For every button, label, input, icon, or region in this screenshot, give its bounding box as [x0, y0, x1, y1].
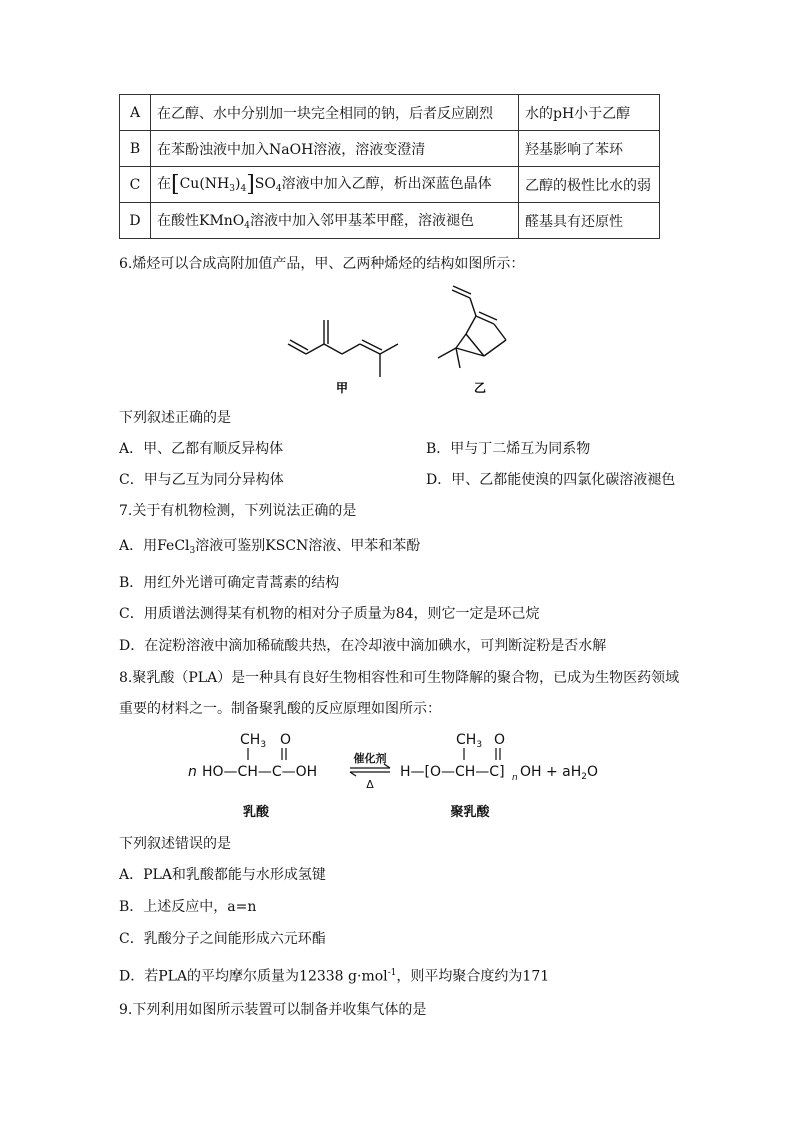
svg-text:CH3: $CH_3$ — [456, 732, 483, 750]
row-operation: 在苯酚浊液中加入NaOH溶液，溶液变澄清 — [151, 131, 519, 167]
q7-option-c: C．用质谱法测得某有机物的相对分子质量为84，则它一定是环己烷 — [119, 606, 540, 622]
row-label: D — [120, 203, 151, 239]
catalyst-label: 催化剂 — [353, 752, 387, 765]
q6-option-d: D．甲、乙都能使溴的四氯化碳溶液褪色 — [426, 472, 676, 488]
molecule-b — [438, 286, 506, 368]
molecule-a — [288, 320, 398, 377]
svg-text:n: n — [188, 764, 197, 780]
q6-option-b: B．甲与丁二烯互为同系物 — [426, 441, 591, 457]
q6-prompt: 下列叙述正确的是 — [119, 410, 231, 426]
q7-option-b: B．用红外光谱可确定青蒿素的结构 — [119, 575, 340, 591]
row-conclusion: 水的pH小于乙醇 — [519, 95, 660, 131]
q8-stem-line1: 8.聚乳酸（PLA）是一种具有良好生物相容性和可生物降解的聚合物，已成为生物医药领域 — [119, 670, 680, 686]
q8-option-d: D．若PLA的平均摩尔质量为12338 g·mol$^{-1}$，则平均聚合度约为171 — [119, 968, 550, 985]
q6-stem: 6.烯烃可以合成高附加值产品，甲、乙两种烯烃的结构如图所示： — [119, 256, 525, 272]
q7-option-a: A．用FeCl$_3$溶液可鉴别KSCN溶液、甲苯和苯酚 — [119, 538, 421, 556]
label-pla: 聚乳酸 — [450, 805, 490, 820]
heat-symbol: Δ — [366, 778, 374, 791]
fig-label-b: 乙 — [473, 381, 487, 395]
svg-text:O: O — [494, 732, 506, 748]
fig-label-a: 甲 — [335, 381, 349, 395]
svg-text:OH + aH2O: OH + $aH_2O$ — [520, 764, 599, 782]
q7-option-d: D．在淀粉溶液中滴加稀硫酸共热，在冷却液中滴加碘水，可判断淀粉是否水解 — [119, 638, 607, 654]
row-operation: 在$[Cu(NH_3)_4]SO_4$溶液中加入乙醇，析出深蓝色晶体 — [151, 167, 519, 203]
q6-option-c: C．甲与乙互为同分异构体 — [119, 472, 284, 488]
svg-text:O: O — [280, 732, 292, 748]
q6-option-a: A．甲、乙都有顺反异构体 — [119, 441, 284, 457]
q9-stem: 9.下列利用如图所示装置可以制备并收集气体的是 — [119, 1002, 427, 1018]
row-operation: 在乙醇、水中分别加一块完全相同的钠，后者反应剧烈 — [151, 95, 519, 131]
options-table — [119, 94, 660, 239]
q7-stem: 7.关于有机物检测，下列说法正确的是 — [119, 503, 357, 519]
row-conclusion: 羟基影响了苯环 — [519, 131, 660, 167]
svg-text:CH3: $CH_3$ — [240, 732, 267, 750]
row-label: B — [120, 131, 151, 167]
reactant-formula: HO—CH—C—OH — [202, 764, 318, 780]
table-row — [120, 131, 660, 167]
row-label: C — [120, 167, 151, 203]
row-label: A — [120, 95, 151, 131]
q8-option-b: B．上述反应中，a=n — [119, 899, 257, 915]
table-row — [120, 167, 660, 203]
q8-stem-line2: 重要的材料之一。制备聚乳酸的反应原理如图所示： — [119, 701, 441, 717]
q8-prompt: 下列叙述错误的是 — [119, 836, 231, 852]
table-row — [120, 95, 660, 131]
reaction-equation-figure — [188, 724, 608, 824]
row-conclusion: 醛基具有还原性 — [519, 203, 660, 239]
q8-option-c: C．乳酸分子之间能形成六元环酯 — [119, 931, 326, 947]
table-row — [120, 203, 660, 239]
svg-text:n: n — [512, 773, 518, 783]
row-conclusion: 乙醇的极性比水的弱 — [519, 167, 660, 203]
alkene-structures-figure — [280, 282, 520, 397]
label-lactic-acid: 乳酸 — [242, 805, 270, 820]
row-operation: 在酸性KMnO$_4$溶液中加入邻甲基苯甲醛，溶液褪色 — [151, 203, 519, 239]
product-formula: H—[O—CH—C] — [400, 764, 505, 780]
q8-option-a: A．PLA和乳酸都能与水形成氢键 — [119, 867, 326, 883]
